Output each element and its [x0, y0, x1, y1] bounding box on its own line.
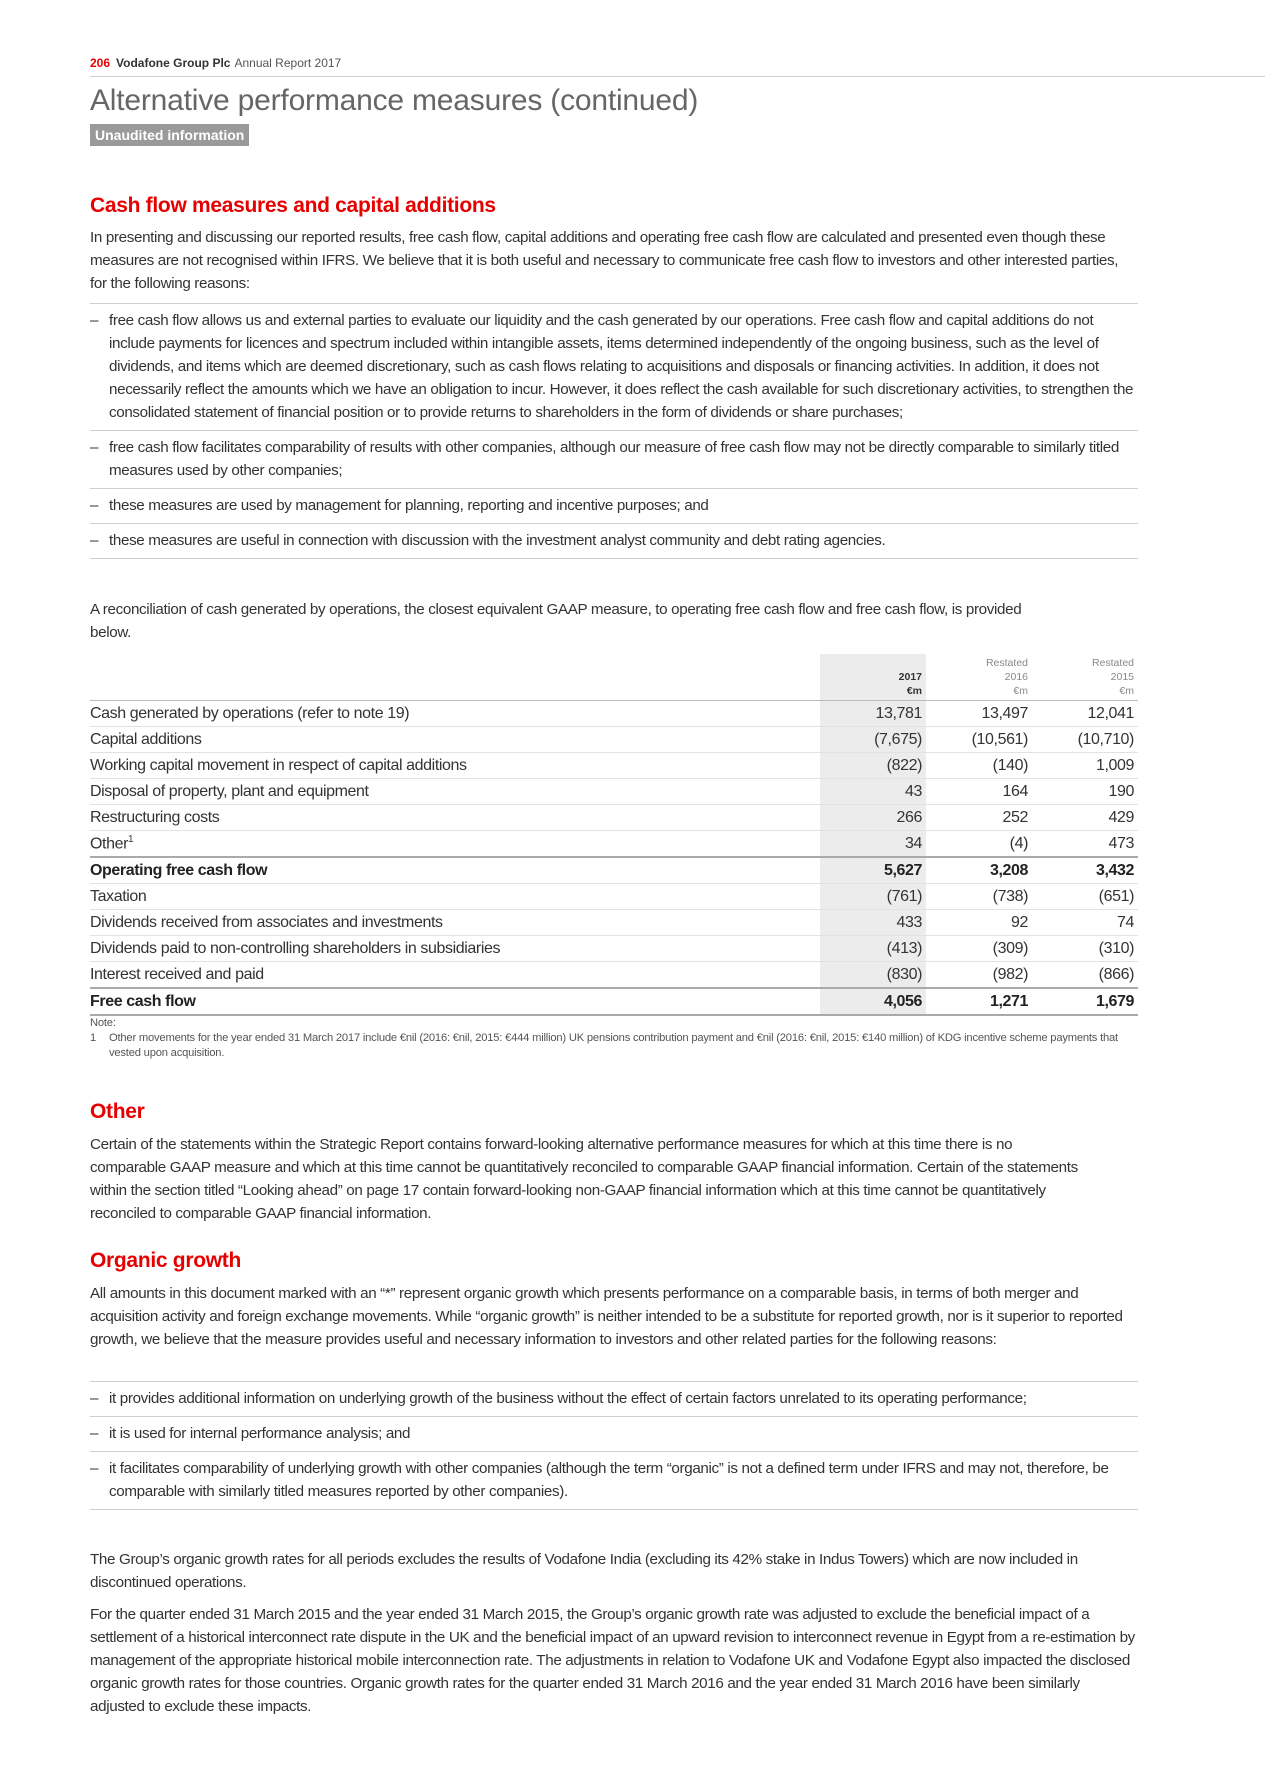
list-item: – these measures are useful in connection with discussion with the investment analyst community and debt rating agencies.: [90, 524, 1138, 559]
report-name: Annual Report 2017: [234, 56, 342, 70]
table-row: Cash generated by operations (refer to note 19) 13,781 13,497 12,041: [90, 701, 1138, 727]
table-row-subtotal: Operating free cash flow 5,627 3,208 3,432: [90, 857, 1138, 884]
organic-growth-intro: [90, 1282, 1138, 1360]
note-text: Other movements for the year ended 31 March 2017 include €nil (2016: €nil, 2015: €444 million) UK pensions contribution payment and €nil (2016: €nil, 2015: €140 million) of KDG incentive scheme payments that vested upon acquisition.: [109, 1032, 1118, 1059]
other-text: Certain of the statements within the Strategic Report contains forward-looking alternative performance measures for which at this time there is no comparable GAAP measure and which at this time cannot be quantitatively reconciled to comparable GAAP financial information. Certain of the statements within the section titled “Looking ahead” on page 17 contain forward-looking non-GAAP financial information which at this time cannot be quantitatively reconciled to comparable GAAP financial information.: [90, 1136, 1078, 1222]
cash-flow-reasons-list: [90, 303, 1138, 559]
list-item: – these measures are used by management for planning, reporting and incentive purposes; and: [90, 489, 1138, 524]
header-rule: [90, 76, 1265, 77]
list-item: – it facilitates comparability of underlying growth with other companies (although the term “organic” is not a defined term under IFRS and may not, therefore, be comparable with similarly titled measures reported by other companies).: [90, 1452, 1138, 1510]
list-item: – it provides additional information on underlying growth of the business without the effect of certain factors unrelated to its operating performance;: [90, 1382, 1138, 1417]
note-label: Note:: [90, 1017, 116, 1029]
list-item: – free cash flow facilitates comparability of results with other companies, although our measure of free cash flow may not be directly comparable to similarly titled measures used by other companies;: [90, 431, 1138, 489]
table-footnote: [90, 1016, 1138, 1061]
free-cash-flow-table: [90, 654, 1138, 1016]
table-row: Taxation (761) (738) (651): [90, 884, 1138, 910]
footnote-ref: 1: [128, 833, 134, 845]
running-header: [90, 56, 1265, 70]
table-row: Capital additions (7,675) (10,561) (10,710): [90, 727, 1138, 753]
cash-flow-intro-text: In presenting and discussing our reported results, free cash flow, capital additions and operating free cash flow are calculated and presented even though these measures are not recognised within IFRS. We believe that it is both useful and necessary to communicate free cash flow to investors and other interested parties, for the following reasons:: [90, 229, 1119, 292]
list-item: – it is used for internal performance analysis; and: [90, 1417, 1138, 1452]
cash-flow-intro: [90, 226, 1138, 304]
reconciliation-intro: [90, 598, 1050, 653]
organic-growth-heading: Organic growth: [90, 1249, 241, 1272]
organic-growth-body: [90, 1548, 1138, 1727]
company-name: Vodafone Group Plc: [116, 56, 231, 70]
column-header-2015: Restated 2015 €m: [1032, 654, 1138, 701]
table-row: Interest received and paid (830) (982) (866): [90, 962, 1138, 989]
column-header-2017: 2017 €m: [820, 654, 926, 701]
other-body: [90, 1133, 1090, 1234]
table-row: Restructuring costs 266 252 429: [90, 805, 1138, 831]
other-heading: Other: [90, 1100, 145, 1123]
note-number: 1: [90, 1032, 97, 1044]
column-header-2016: Restated 2016 €m: [926, 654, 1032, 701]
organic-growth-para-1: The Group’s organic growth rates for all periods excludes the results of Vodafone India (excluding its 42% stake in Indus Towers) which are now included in discontinued operations.: [90, 1551, 1078, 1591]
table-row: Disposal of property, plant and equipment 43 164 190: [90, 779, 1138, 805]
cash-flow-heading: Cash flow measures and capital additions: [90, 194, 496, 217]
table-row: Dividends paid to non-controlling shareholders in subsidiaries (413) (309) (310): [90, 936, 1138, 962]
page-title: Alternative performance measures (continued): [90, 84, 699, 117]
list-item: – free cash flow allows us and external parties to evaluate our liquidity and the cash generated by our operations. Free cash flow and capital additions do not include payments for licences and spectrum included within intangible assets, items determined independently of the ongoing business, such as the level of dividends, and items which are deemed discretionary, such as cash flows relating to acquisitions and disposals or financing activities. In addition, it does not necessarily reflect the amounts which we have an obligation to incur. However, it does reflect the cash available for such discretionary activities, to strengthen the consolidated statement of financial position or to provide returns to shareholders in the form of dividends or share purchases;: [90, 304, 1138, 431]
table-row: Dividends received from associates and investments 433 92 74: [90, 910, 1138, 936]
page-number: 206: [90, 56, 111, 70]
organic-growth-para-2: For the quarter ended 31 March 2015 and the year ended 31 March 2015, the Group’s organic growth rate was adjusted to exclude the beneficial impact of a settlement of a historical interconnect rate dispute in the UK and the beneficial impact of an upward revision to interconnect revenue in Egypt from a re-estimation by management of the appropriate historical mobile interconnection rate. The adjustments in relation to Vodafone UK and Vodafone Egypt also impacted the disclosed organic growth rates for those countries. Organic growth rates for the quarter ended 31 March 2016 and the year ended 31 March 2016 have been similarly adjusted to exclude these impacts.: [90, 1606, 1135, 1715]
table-row: Working capital movement in respect of capital additions (822) (140) 1,009: [90, 753, 1138, 779]
unaudited-badge: Unaudited information: [90, 124, 249, 146]
reconciliation-text: A reconciliation of cash generated by operations, the closest equivalent GAAP measure, to operating free cash flow and free cash flow, is provided below.: [90, 601, 1022, 641]
table-row: Other$^1$ 34 (4) 473: [90, 831, 1138, 858]
organic-growth-reasons-list: [90, 1381, 1138, 1510]
organic-growth-intro-text: All amounts in this document marked with an “*” represent organic growth which presents performance on a comparable basis, in terms of both merger and acquisition activity and foreign exchange movements. While “organic growth” is neither intended to be a substitute for reported growth, nor is it superior to reported growth, we believe that the measure provides useful and necessary information to investors and other related parties for the following reasons:: [90, 1285, 1123, 1348]
table-header-row: [90, 654, 1138, 701]
table-row-total: Free cash flow 4,056 1,271 1,679: [90, 988, 1138, 1015]
